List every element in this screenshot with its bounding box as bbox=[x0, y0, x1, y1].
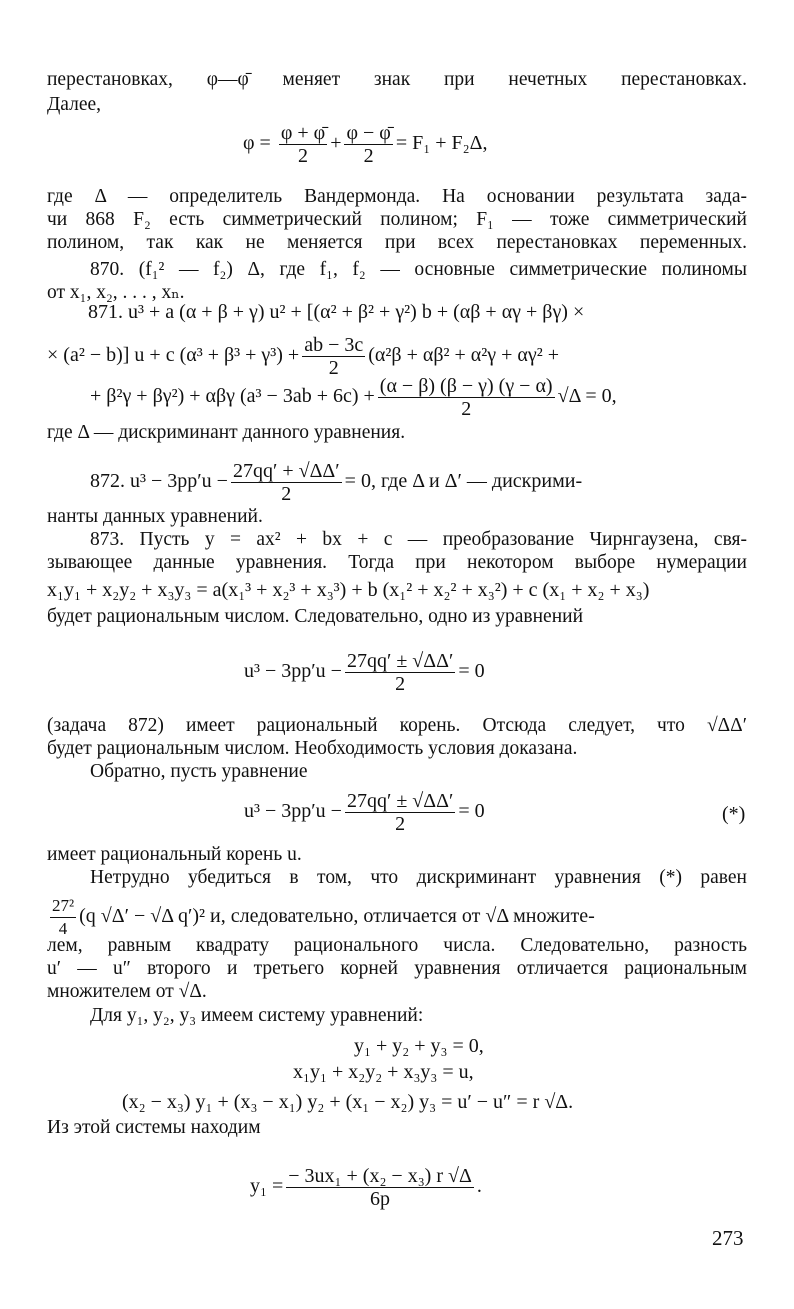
text-line: Из этой системы находим bbox=[47, 1117, 261, 1138]
formula-star: u³ − 3pp′u − $\frac{27qq' \pm √\Delta\Delta'}{2}$ = 0 bbox=[244, 790, 485, 835]
text-line: имеет рациональный корень u. bbox=[47, 844, 302, 865]
fraction: $\frac{ab - 3c}{2}$ bbox=[304, 334, 364, 379]
text-line: полином, так как не меняется при всех перестановках переменных. bbox=[47, 232, 747, 253]
fraction: $\frac{(\alpha - \beta) (\beta - \gamma) (\gamma - \alpha)}{2}$ bbox=[379, 375, 553, 420]
page-number: 273 bbox=[712, 1226, 744, 1250]
system-eq-2: x₁y₁ + x₂y₂ + x₃y₃ = u, bbox=[293, 1061, 474, 1083]
formula-y1: y₁ = $\frac{\text{− 3ux₁ + (x₂ − x₃) r √Δ}}{6p}$ . bbox=[250, 1165, 482, 1210]
equation-tag: (*) bbox=[722, 803, 746, 825]
fraction: $\frac{27qq' \pm √\Delta\Delta'}{2}$ bbox=[346, 650, 454, 695]
fraction: $\frac{27qq' + √\Delta\Delta'}{2}$ bbox=[232, 460, 340, 505]
text-line: Для y₁, y₂, y₃ имеем систему уравнений: bbox=[90, 1005, 424, 1026]
fraction: $\frac{27qq' \pm √\Delta\Delta'}{2}$ bbox=[346, 790, 454, 835]
text-line: где Δ — определитель Вандермонда. На основании результата зада- bbox=[47, 186, 747, 207]
formula-871-line1: 871. u³ + a (α + β + γ) u² + [(α² + β² + γ²) b + (αβ + αγ + βγ) × bbox=[88, 301, 585, 323]
text-line: чи 868 F₂ есть симметрический полином; F₁ — тоже симметрический bbox=[47, 209, 747, 230]
text-line: где Δ — дискриминант данного уравнения. bbox=[47, 422, 406, 443]
text-line: (задача 872) имеет рациональный корень. Отсюда следует, что √ΔΔ′ bbox=[47, 715, 747, 736]
fraction: $\frac{\text{27²}}{4}$ bbox=[52, 896, 75, 938]
formula-872: 872. u³ − 3pp′u − $\frac{27qq' + √\Delta\Delta'}{2}$ = 0, где Δ и Δ′ — дискрими- bbox=[90, 460, 583, 505]
system-eq-1: y₁ + y₂ + y₃ = 0, bbox=[354, 1035, 484, 1057]
system-eq-3: (x₂ − x₃) y₁ + (x₃ − x₁) y₂ + (x₁ − x₂) y₃ = u′ − u″ = r √Δ. bbox=[122, 1091, 574, 1113]
text-line: Далее, bbox=[47, 94, 102, 115]
text-line: перестановках, φ—φ̄ меняет знак при нечетных перестановках. bbox=[47, 69, 747, 90]
text-line: нанты данных уравнений. bbox=[47, 506, 263, 527]
text-line: Обратно, пусть уравнение bbox=[90, 761, 308, 782]
text-line: зывающее данные уравнения. Тогда при некотором выборе нумерации bbox=[47, 552, 747, 573]
fraction: $\frac{\varphi + \varphī}{2}$ bbox=[280, 122, 326, 167]
text-line: будет рациональным числом. Следовательно, одно из уравнений bbox=[47, 606, 584, 627]
text-line: множителем от √Δ. bbox=[47, 981, 207, 1002]
problem-870: 870. (f₁² — f₂) Δ, где f₁, f₂ — основные симметрические полиномы bbox=[90, 259, 747, 280]
text-line: от x₁, x₂, . . . , xₙ. bbox=[47, 282, 185, 303]
fraction: $\frac{\text{− 3ux₁ + (x₂ − x₃) r √Δ}}{6p}$ bbox=[288, 1165, 472, 1210]
formula-871-line2: × (a² − b)] u + c (α³ + β³ + γ³) + $\frac{ab - 3c}{2}$ (α²β + αβ² + α²γ + αγ² + bbox=[47, 334, 559, 379]
problem-873: 873. Пусть y = ax² + bx + c — преобразование Чирнгаузена, свя- bbox=[90, 529, 747, 550]
text-line: лем, равным квадрату рационального числа. Следовательно, разность bbox=[47, 935, 747, 956]
formula-a: u³ − 3pp′u − $\frac{27qq' \pm √\Delta\Delta'}{2}$ = 0 bbox=[244, 650, 485, 695]
formula-phi: φ = $\frac{\varphi + \varphī}{2}$ + $\frac{\varphi - \varphī}{2}$ = F₁ + F₂Δ, bbox=[243, 122, 488, 167]
text-line: будет рациональным числом. Необходимость условия доказана. bbox=[47, 738, 578, 759]
formula-871-line3: + β²γ + βγ²) + αβγ (a³ − 3ab + 6c) + $\frac{(\alpha - \beta) (\beta - \gamma) (\gamma - \alpha)}{2}$ √Δ = 0, bbox=[90, 375, 617, 420]
fraction: $\frac{\varphi - \varphī}{2}$ bbox=[346, 122, 391, 167]
formula-discriminant: $\frac{\text{27²}}{4}$ (q √Δ′ − √Δ q′)² и, следовательно, отличается от √Δ множите- bbox=[52, 896, 595, 938]
text-line: u′ — u″ второго и третьего корней уравнения отличается рациональным bbox=[47, 958, 747, 979]
text-line: Нетрудно убедиться в том, что дискриминант уравнения (*) равен bbox=[90, 867, 747, 888]
formula-873-sum: x₁y₁ + x₂y₂ + x₃y₃ = a(x₁³ + x₂³ + x₃³) + b (x₁² + x₂² + x₃²) + c (x₁ + x₂ + x₃) bbox=[47, 579, 650, 601]
